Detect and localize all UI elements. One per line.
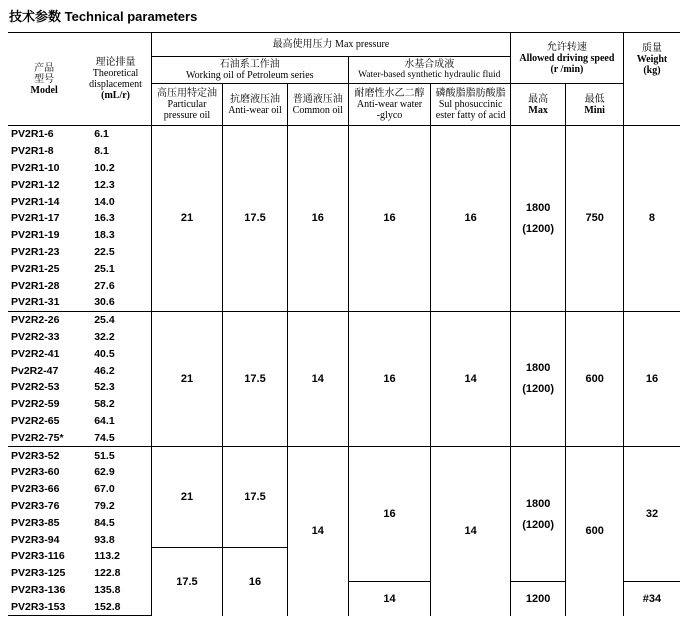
model-cell: PV2R2-65: [11, 414, 60, 427]
max-speed-value-line: 1800: [525, 497, 551, 510]
antiwear-oil-value: 16: [223, 548, 288, 616]
displacement-cell: 52.3: [94, 381, 115, 394]
displacement-cell: 122.8: [94, 567, 121, 580]
weight-header: 质量 Weight (kg): [623, 33, 680, 126]
antiwear-oil-value: 17.5: [223, 447, 288, 548]
weight-value: 16: [623, 311, 680, 446]
model-cell: PV2R1-17: [11, 212, 60, 225]
glyco-value: 16: [348, 311, 431, 446]
table-row: [8, 126, 680, 143]
model-cell: PV2R1-8: [11, 145, 54, 158]
antiwear-oil-value: 17.5: [223, 311, 288, 446]
displacement-cell: 84.5: [94, 516, 115, 529]
particular-oil-header: 高压用特定油 Particular pressure oil: [151, 84, 222, 126]
antiwear-oil-value: 17.5: [223, 126, 288, 312]
max-speed-value: 1200: [510, 582, 565, 616]
ester-value: 16: [431, 126, 511, 312]
max-speed-value-line: (1200): [522, 518, 555, 531]
model-cell: PV2R3-136: [11, 583, 66, 596]
model-cell: PV2R1-10: [11, 161, 60, 174]
page-title: 技术参数 Technical parameters: [9, 9, 198, 24]
max-speed-value: [510, 311, 565, 446]
displacement-cell: 25.4: [80, 311, 151, 328]
min-speed-header: 最低 Mini: [566, 84, 624, 126]
max-speed-value-line: (1200): [522, 222, 555, 235]
technical-parameters-table: [8, 32, 680, 616]
model-cell: PV2R3-52: [8, 447, 80, 464]
model-cell: PV2R2-33: [11, 330, 60, 343]
model-cell: PV2R1-12: [11, 178, 60, 191]
displacement-cell: 16.3: [94, 212, 115, 225]
displacement-cell: 32.2: [94, 330, 115, 343]
displacement-cell: 113.2: [94, 550, 120, 563]
displacement-cell: 18.3: [94, 229, 115, 242]
max-speed-value-line: (1200): [522, 383, 555, 396]
min-speed-value: 600: [566, 311, 624, 446]
model-cell: PV2R3-60: [11, 466, 60, 479]
displacement-cell: 79.2: [94, 499, 115, 512]
table-row: [8, 311, 680, 328]
displacement-cell: 67.0: [94, 483, 115, 496]
weight-value: 8: [623, 126, 680, 312]
displacement-cell: 22.5: [94, 245, 115, 258]
ester-value: 14: [431, 311, 511, 446]
max-speed-header: 最高 Max: [510, 84, 565, 126]
petroleum-header: 石油系工作油 Working oil of Petroleum series: [151, 57, 348, 84]
min-speed-value: 750: [566, 126, 624, 312]
model-cell: PV2R1-28: [11, 279, 60, 292]
displacement-cell: 135.8: [94, 583, 121, 596]
max-speed-value-line: 1800: [525, 201, 551, 214]
particular-oil-value: 21: [151, 311, 222, 446]
glyco-value: 16: [348, 447, 431, 582]
displacement-cell: 8.1: [94, 145, 109, 158]
displacement-cell: 58.2: [94, 398, 115, 411]
model-cell: PV2R3-153: [8, 598, 80, 615]
model-cell: PV2R1-19: [11, 229, 60, 242]
common-oil-value: 14: [287, 447, 348, 616]
weight-value: #34: [623, 582, 680, 616]
displacement-cell: 27.6: [94, 279, 115, 292]
model-cell: PV2R1-14: [11, 195, 60, 208]
max-speed-value-line: 1800: [525, 362, 551, 375]
glyco-value: 16: [348, 126, 431, 312]
model-cell: PV2R1-6: [8, 126, 80, 143]
model-cell: PV2R2-26: [8, 311, 80, 328]
ester-header: 磷酸脂脂肪酸脂 Sul phosuccinic ester fatty of acid: [431, 84, 511, 126]
table-row: [8, 447, 680, 464]
displacement-cell: 30.6: [94, 296, 115, 309]
max-speed-value: [510, 447, 565, 582]
antiwear-oil-header: 抗磨液压油 Anti-wear oil: [223, 84, 288, 126]
max-pressure-header: 最高使用压力 Max pressure: [151, 33, 510, 57]
displacement-cell: 12.3: [94, 178, 115, 191]
water-based-header: 水基合成液 Water-based synthetic hydraulic fluid: [348, 57, 510, 84]
glyco-header: 耐磨性水乙二醇 Anti-wear water -glyco: [348, 84, 431, 126]
model-cell: PV2R3-94: [11, 533, 60, 546]
displacement-cell: 40.5: [94, 347, 115, 360]
displacement-cell: 64.1: [94, 414, 115, 427]
ester-value: 14: [431, 447, 511, 616]
max-speed-value: [510, 126, 565, 312]
model-cell: PV2R3-76: [11, 499, 60, 512]
particular-oil-value: 21: [151, 447, 222, 548]
displacement-cell: 152.8: [80, 598, 151, 615]
model-cell: PV2R2-41: [11, 347, 60, 360]
displacement-cell: 6.1: [80, 126, 151, 143]
weight-value: 32: [623, 447, 680, 582]
displacement-cell: 62.9: [94, 466, 115, 479]
glyco-value: 14: [348, 582, 431, 616]
displacement-cell: 51.5: [80, 447, 151, 464]
common-oil-header: 普通液压油 Common oil: [287, 84, 348, 126]
common-oil-value: 14: [287, 311, 348, 446]
displacement-cell: 25.1: [94, 262, 115, 275]
model-cell: PV2R3-85: [11, 516, 60, 529]
common-oil-value: 16: [287, 126, 348, 312]
displacement-cell: 74.5: [94, 431, 115, 444]
model-cell: PV2R2-59: [11, 398, 60, 411]
model-cell: Pv2R2-47: [11, 364, 59, 377]
model-cell: PV2R1-25: [11, 262, 60, 275]
model-cell: PV2R3-116: [11, 550, 65, 563]
displacement-cell: 14.0: [94, 195, 115, 208]
model-cell: PV2R1-23: [11, 245, 60, 258]
displacement-cell: 10.2: [94, 161, 115, 174]
displacement-cell: 46.2: [94, 364, 115, 377]
displacement-header: 理论排量 Theoretical displacement (mL/r): [80, 33, 151, 126]
displacement-cell: 93.8: [94, 533, 115, 546]
model-cell: PV2R3-66: [11, 483, 60, 496]
model-cell: PV2R2-53: [11, 381, 60, 394]
particular-oil-value: 21: [151, 126, 222, 312]
model-cell: PV2R2-75*: [11, 431, 64, 444]
model-header: 产品 型号 Model: [8, 33, 80, 126]
particular-oil-value: 17.5: [151, 548, 222, 616]
model-cell: PV2R3-125: [11, 567, 66, 580]
speed-header: 允许转速 Allowed driving speed (r /min): [510, 33, 623, 84]
min-speed-value: 600: [566, 447, 624, 616]
model-cell: PV2R1-31: [11, 296, 60, 309]
